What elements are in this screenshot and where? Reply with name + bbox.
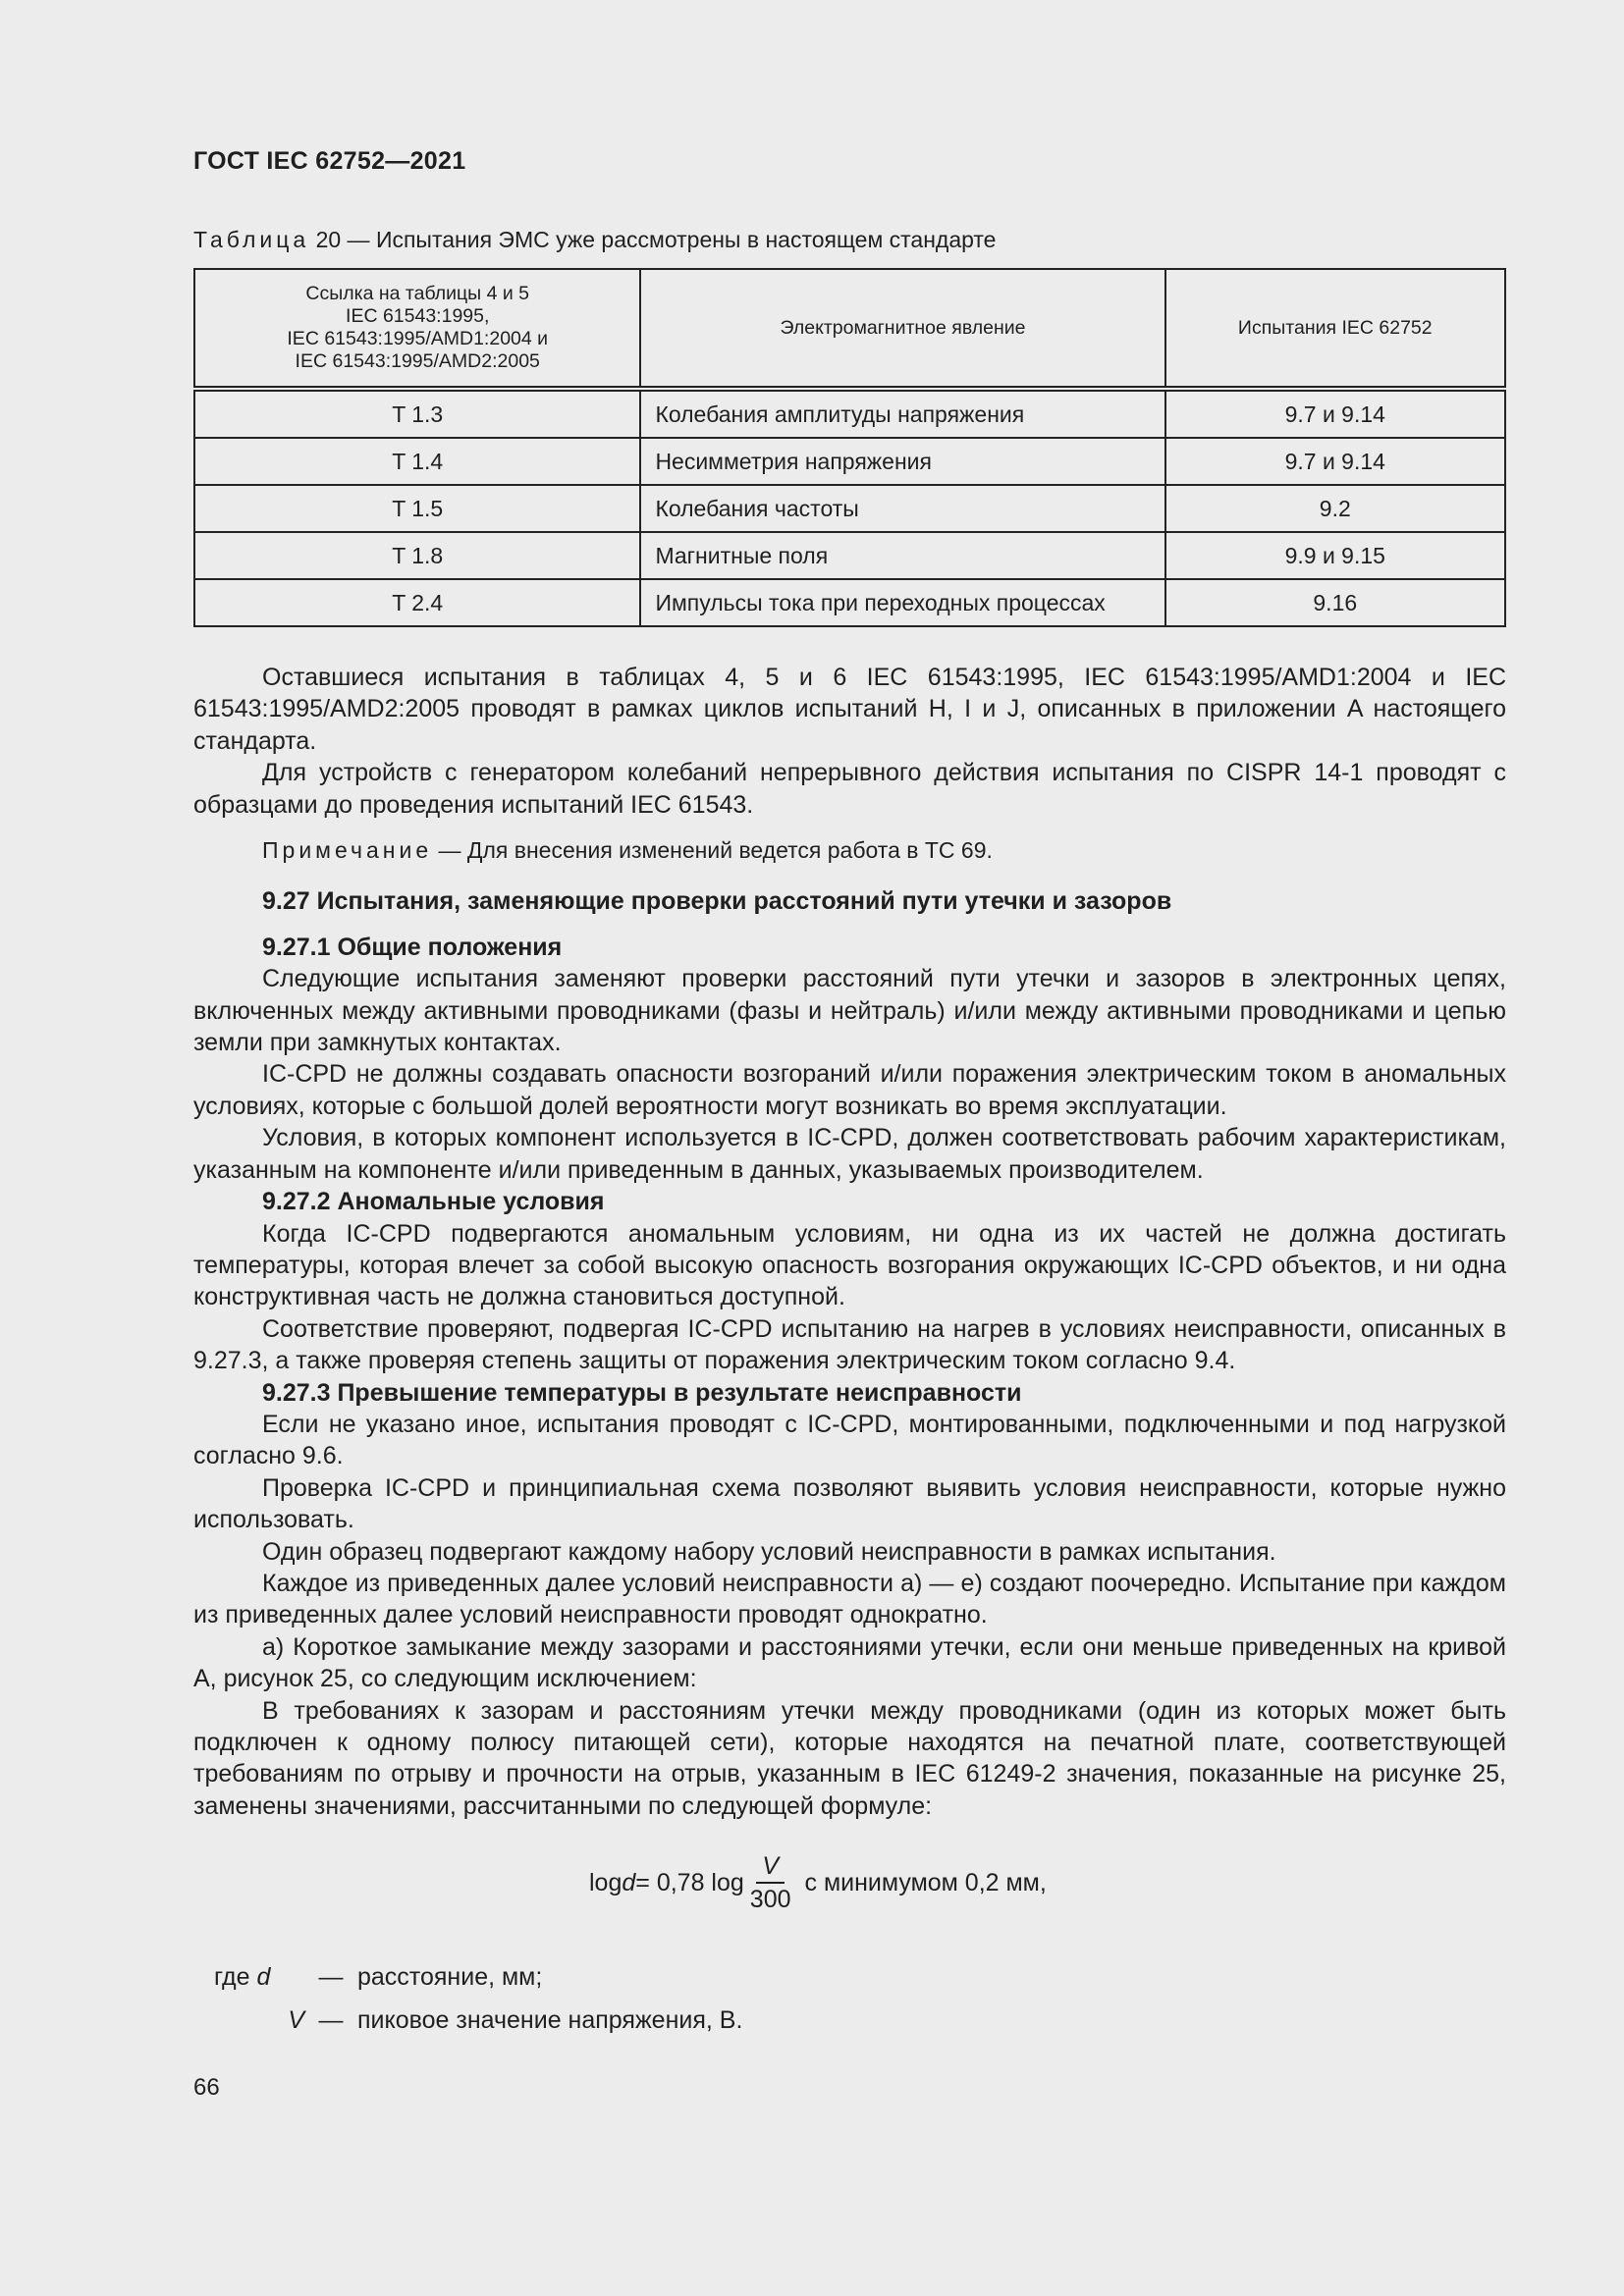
- section-heading-9-27-2: 9.27.2 Аномальные условия: [262, 1188, 605, 1216]
- paragraph: Оставшиеся испытания в таблицах 4, 5 и 6 IEC 61543:1995, IEC 61543:1995/AMD1:2004 и IEC 61543:1995/AMD2:2005 проводят в рамках циклов испытаний H, I и J, описанных в приложении A настоящего стандарта.: [193, 664, 1506, 755]
- paragraph: Когда IC-CPD подвергаются аномальным условиям, ни одна из их частей не должна достигать температуры, которая влечет за собой высокую опасность возгорания окружающих IC-CPD объектов, и ни одна конструктивная часть не должна становиться доступной.: [193, 1219, 1506, 1311]
- section-heading-9-27-3: 9.27.3 Превышение температуры в результате неисправности: [262, 1378, 1022, 1407]
- paragraph: IC-CPD не должны создавать опасности возгораний и/или поражения электрическим током в аномальных условиях, которые с большой долей вероятности могут возникать во время эксплуатации.: [193, 1060, 1506, 1120]
- table-cell-tests: 9.9 и 9.15: [1165, 532, 1505, 579]
- paragraph: Каждое из приведенных далее условий неисправности a) — e) создают поочередно. Испытание при каждом из приведенных далее условий неисправности проводят однократно.: [193, 1569, 1506, 1629]
- section-heading-9-27: 9.27 Испытания, заменяющие проверки расстояний пути утечки и зазоров: [262, 887, 1172, 916]
- paragraph: Для устройств с генератором колебаний непрерывного действия испытания по CISPR 14-1 проводят с образцами до проведения испытаний IEC 61543.: [193, 759, 1506, 819]
- note-text: — Для внесения изменений ведется работа в ТС 69.: [432, 837, 993, 864]
- table-row: [194, 579, 1505, 626]
- table-cell-reference: T 1.4: [194, 438, 640, 485]
- formula-legend: [214, 1955, 742, 2042]
- paragraph: Проверка IC-CPD и принципиальная схема позволяют выявить условия неисправности, которые нужно использовать.: [193, 1473, 1506, 1534]
- table-cell-phenomenon: Колебания амплитуды напряжения: [640, 389, 1164, 438]
- formula-denominator: 300: [749, 1886, 791, 1913]
- table-caption-prefix: Таблица: [193, 227, 310, 252]
- table-cell-phenomenon: Магнитные поля: [640, 532, 1164, 579]
- page-number: 66: [193, 2074, 220, 2101]
- table-header-row: [194, 269, 1505, 389]
- paragraph: Соответствие проверяют, подвергая IC-CPD испытанию на нагрев в условиях неисправности, описанных в 9.27.3, а также проверяя степень защиты от поражения электрическим током согласно 9.4.: [193, 1314, 1506, 1375]
- legend-label: где: [214, 1962, 257, 1991]
- table-caption-text: 20 — Испытания ЭМС уже рассмотрены в настоящем стандарте: [309, 227, 997, 252]
- table-header-reference: Ссылка на таблицы 4 и 5 IEC 61543:1995, IEC 61543:1995/AMD1:2004 и IEC 61543:1995/AMD2:2005: [194, 269, 640, 389]
- document-header: ГОСТ IEC 62752—2021: [193, 147, 466, 175]
- table-caption: [193, 227, 996, 253]
- formula-eq: = 0,78 log: [635, 1868, 744, 1896]
- legend-dash: —: [318, 2005, 344, 2034]
- legend-var: d: [256, 1962, 271, 1991]
- table-cell-tests: 9.7 и 9.14: [1165, 389, 1505, 438]
- paragraph: Один образец подвергают каждому набору условий неисправности в рамках испытания.: [262, 1537, 1276, 1566]
- formula-tail: с минимумом 0,2 мм,: [804, 1868, 1047, 1896]
- legend-var: V: [288, 2005, 304, 2034]
- paragraph: Если не указано иное, испытания проводят с IC-CPD, монтированными, подключенными и под нагрузкой согласно 9.6.: [193, 1410, 1506, 1470]
- paragraph: a) Короткое замыкание между зазорами и расстояниями утечки, если они меньше приведенных на кривой A, рисунок 25, со следующим исключением:: [193, 1632, 1506, 1693]
- table-cell-phenomenon: Колебания частоты: [640, 485, 1164, 532]
- note-label: Примечание: [262, 837, 433, 864]
- table-cell-phenomenon: Несимметрия напряжения: [640, 438, 1164, 485]
- emc-tests-table: [193, 268, 1506, 627]
- section-heading-9-27-1: 9.27.1 Общие положения: [262, 933, 563, 961]
- table-row: [194, 438, 1505, 485]
- formula-var-d: d: [622, 1868, 636, 1896]
- table-cell-reference: T 1.8: [194, 532, 640, 579]
- formula-fraction: [750, 1850, 791, 1915]
- table-header-phenomenon: Электромагнитное явление: [640, 269, 1164, 389]
- legend-text: пиковое значение напряжения, В.: [357, 2005, 743, 2034]
- table-cell-reference: T 2.4: [194, 579, 640, 626]
- legend-row: [214, 1999, 742, 2042]
- paragraph: Условия, в которых компонент используется в IC-CPD, должен соответствовать рабочим характеристикам, указанным на компоненте и/или приведенным в данных, указываемых производителем.: [193, 1124, 1506, 1184]
- legend-text: расстояние, мм;: [357, 1962, 543, 1991]
- table-row: [194, 389, 1505, 438]
- table-cell-reference: T 1.5: [194, 485, 640, 532]
- formula-numerator: V: [756, 1850, 785, 1884]
- table-row: [194, 532, 1505, 579]
- table-cell-tests: 9.2: [1165, 485, 1505, 532]
- body-text: [193, 662, 1506, 1822]
- table-header-tests: Испытания IEC 62752: [1165, 269, 1505, 389]
- paragraph: Следующие испытания заменяют проверки расстояний пути утечки и зазоров в электронных цепях, включенных между активными проводниками (фазы и нейтраль) и/или между активными проводниками и цепью земли при замкнутых контактах.: [193, 965, 1506, 1057]
- formula-log: log: [589, 1868, 623, 1896]
- distance-formula: [589, 1850, 1047, 1915]
- paragraph: В требованиях к зазорам и расстояниям утечки между проводниками (один из которых может быть подключен к одному полюсу питающей сети), которые находятся на печатной плате, соответствующей требованиям по отрыву и прочности на отрыв, указанным в IEC 61249-2 значения, показанные на рисунке 25, заменены значениями, рассчитанными по следующей формуле:: [193, 1696, 1506, 1820]
- legend-row: [214, 1955, 742, 1999]
- table-row: [194, 485, 1505, 532]
- table-cell-reference: T 1.3: [194, 389, 640, 438]
- table-cell-phenomenon: Импульсы тока при переходных процессах: [640, 579, 1164, 626]
- table-cell-tests: 9.16: [1165, 579, 1505, 626]
- legend-dash: —: [318, 1962, 344, 1991]
- table-cell-tests: 9.7 и 9.14: [1165, 438, 1505, 485]
- note: [193, 834, 1506, 866]
